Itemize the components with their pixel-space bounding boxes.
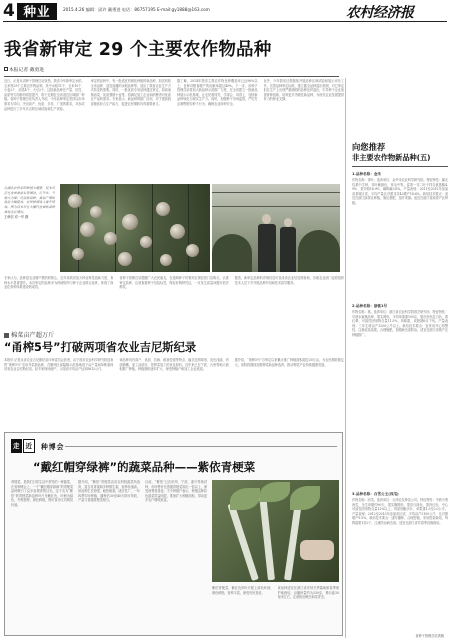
byline-rule [4,76,339,77]
top-headline: 我省新审定 29 个主要农作物品种 [4,40,272,60]
section-label: 种业 [17,3,57,20]
sidebar-entry-heading: 2.品种名称：浙桃1号 [352,304,388,308]
sidebar-entry-heading: 3.品种名称：白雪公主(西瓜) [352,492,399,496]
mid-kicker [4,330,54,339]
sidebar-category: 向您推荐 [352,142,386,152]
sidebar-entry-text: 作物名称：西瓜。选育单位：台湾农友种苗公司。特征特性：中熟小型西瓜，全生育期约90天，果实椭圆形，果皮白绿色，果肉红色，中心可溶性固形物含量12%以上，肉质细脆多汁，单果重1.5至2.0公斤。产量表现：2012至2013年参加省区试，平均亩产2100公斤，比对照增产9.5%。栽培技术要点：适时播种，合理密植，采用搭架栽培，每株留果1至2个，注意防治病虫害。适宜在浙江省作春季设施栽培。 [352,498,448,525]
sidebar-credit: 省种子管理总站供稿 [415,634,444,638]
page-number: 4 [3,1,15,21]
kicker-text: 棉菜亩产超万斤 [11,332,55,339]
photo-caption [4,186,56,276]
photo-caption-text: 在湖北农民家的种植大棚里，技术员正在查看番茄长势情况。近年来，当地大力推广优质新品种，番茄产量和品质大幅提高，农民种植收入逐年增加。图为技术员在大棚内查看新品种番茄生长情况。 [4,186,55,214]
top-col-2: 审定的品种中，有一批适宜机械化种植的新品种，如宜机收玉米品种、适宜直播的水稻品种等，适应了我省农业生产方式转变的需要。同时，一批优质专用品种通过审定，如高油酸油菜、优质强筋小麦等，将满足加工企业和消费者对优质农产品的需求。专家表示，新品种的推广应用，对于提高我省粮食综合生产能力、促进农民增收具有重要意义。 [90,79,171,106]
feature-col-2: 据介绍，“紫依”青梗菜由省农科院蔬菜所选育，富含花青素和多种维生素，营养价值高。该品种生长势强，耐热耐寒，适应性广，一年四季均可种植，播种后30至40天即可采收，产量与普通青梗菜相当。 [78,480,140,503]
sidebar-entry-text: 作物名称：茶叶。选育单位：金华市农业科学研究院。特征特性：属无性系中生种，芽叶紫绿色，茸毛中等。春茶一芽二叶干样含氨基酸4.9%、茶多酚16.9%、咖啡碱3.8%。产量表现：2011至2012年参加省茶树区试，平均产量比对照龙井43增产18.6%。栽培技术要点：适宜在浙江绿茶区种植，施足基肥，及时采摘。适宜在浙江省绿茶产区种植。 [352,178,448,205]
greenhouse-photo [212,184,340,272]
feature-banner [11,439,64,453]
sidebar-recommend [345,78,448,638]
feature-photo-caption: 紫依青梗菜，紫红色的叶片配上绿色叶柄，颜色鲜艳，营养丰富，深受市民喜爱。 [212,586,274,595]
feature-rule [65,446,337,447]
photo-credit: 王章信 邓一华 摄 [4,214,29,219]
header-rule [3,21,447,22]
feature-headline: “戴红帽穿绿裤”的蔬菜品种——紫依青梗菜 [33,460,256,474]
feature-col-1: 青梗菜，是我们日常生活中常见的一种蔬菜，在省种博会上，一个“戴红帽穿绿裤”的青梗菜品种吸引了众多参观者的目光。这个名为“紫依”的青梗菜新品种叶片呈紫红色，叶柄为绿色，外观独特，颜色鲜艳，既可食用又具观赏价值。 [11,480,73,507]
top-story-body-lower [4,276,344,326]
header-info: 2015.4.26 编辑：邱许 戴勇进 电话：86757195 E-mail:gy1888@163.com [63,7,210,12]
top-col-3: 据了解，2014年我省主要农作物良种覆盖率已达96%以上，良种对粮食增产的贡献率超过40%。下一步，省种子管理总站将加大新品种示范推广力度，在全省建立一批新品种展示示范基地，让农民看得见、学得会、用得上，加快新品种转化为现实生产力。同时，加强种子市场监管，严厉打击制售假劣种子行为，确保农业用种安全。 [177,79,258,106]
vegetable-photo [212,480,339,582]
mid-story-body [4,358,344,428]
tomato-photo [60,184,210,272]
feature-body [11,480,338,630]
feature-closing: 该品种适宜在浙江省作秋冬季露地和春季保护地栽培，亩播种量约为250克，株行距20厘米左右，注意防治蚜虫和菜青虫。 [277,586,339,600]
top-lower-col-2: 省种子管理总站提醒广大农民朋友，在选购种子时要到正规经营门店购买，认准审定品种，注意查看种子包装标签，保存好购种凭证，一旦发生质量问题可依法维权。 [119,276,229,290]
top-story-body [4,79,344,186]
sidebar-title: 非主要农作物新品种(五) [352,153,431,162]
sidebar-rule [352,166,448,167]
sidebar-entry-heading: 1.品种名称：金禾 [352,172,382,176]
feature-col-3: 目前，“紫依”已在杭州、宁波、嘉兴等地试种，市场售价比普通青梗菜高出一倍以上，深受消费者喜爱。不少种植户表示，种植这种彩色蔬菜效益明显，准备扩大种植面积，带动更多农户增收致富。 [145,480,207,503]
banner-label: 种博会 [41,443,65,451]
page-header [0,0,450,22]
byline-square-icon [4,67,8,71]
top-col-4: 此外，今年我省还将继续开展品种区域试验和展示评价工作，完善品种审定标准，建立健全品种退出机制，对已审定但在生产上出现严重缺陷的品种及时退出，引导种子企业加强育种创新，培育更多突破性新品种，为现代农业发展提供有力的种业支撑。 [263,79,344,102]
top-lower-col-1: 专家认为，品种是农业增产增效的核心，近年来我省加大种业科技创新力度，育种水平显著提升。本次审定的品种多为科研院所与种子企业联合选育，体现了商业化育种体系建设的成效。 [4,276,114,290]
byline-text: 本报记者 戴勇进 [9,68,45,73]
kicker-square-icon [4,333,9,338]
banner-tag: 近 [23,439,36,453]
masthead: 农村经济报 [346,5,414,21]
sidebar-entry-text: 作物名称：桃。选育单位：浙江省农业科学院园艺研究所。特征特性：早熟水蜜桃品种，果实圆形，平均单果重195克，果皮底色乳白色，着红晕，可溶性固形物含量11.5%，风味甜，成熟期6月下旬。产量表现：三年生树亩产1200公斤以上。栽培技术要点：宜采用开心形整枝，注意疏花疏果，合理施肥，加强病虫害防治。适宜在浙江省桃产区种植推广。 [352,310,448,337]
feature-right [212,480,338,630]
top-col-1: 近日，记者从省种子管理总站获悉，我省今年新审定水稻、玉米等29个主要农作物品种，其中水稻11个、玉米10个、小麦2个、油菜4个、大豆2个。这批新品种在产量、抗性、品质等方面都有明显提升，将于近期在全省适宜区域推广种植。省种子管理总站负责人介绍，今年品种审定坚持以市场需求为导向，突出高产、优质、多抗、广适的要求，对参试品种进行了多年多点的区域试验和生产试验。 [4,79,85,111]
banner-tag: 走 [11,439,22,453]
mid-col-3: 据介绍，“甬榨5号”自审定以来累计推广种植面积超过30万亩，为农民增收数亿元。该院将继续加强榨菜新品种选育，推动榨菜产业持续健康发展。 [234,358,344,367]
mid-col-2: 该品种具有高产、优质、抗病、耐寒性强等特点，瘤茎近圆球形，皮色浅绿，肉质脆嫩，加工品质好，是榨菜加工的优良原料。近年来已在宁波、台州等地大面积推广种植，种植面积逐年扩大，深受种植户和加工企业欢迎。 [119,358,229,372]
feature-box [4,432,343,636]
mid-col-1: 本报讯 记者从省农业吉尼斯纪录评审委员会获悉，由宁波市农业科学研究院选育的“甬榨5号”茎用芥菜新品种，在鄞州区邱隘镇示范基地创下亩产量和单株重两项省农业吉尼斯纪录。经专家现场测产，示范田平均亩产达到5612公斤。 [4,358,114,372]
mid-headline: “甬榨5号”打破两项省农业吉尼斯纪录 [4,341,197,354]
feature-photo-text [212,586,339,630]
top-lower-col-3: 据悉，新审定品种的详细信息可登录省农业信息网查询，各地农业部门也将组织技术人员下乡开展品种介绍和技术指导服务。 [234,276,344,285]
top-byline [4,66,44,73]
